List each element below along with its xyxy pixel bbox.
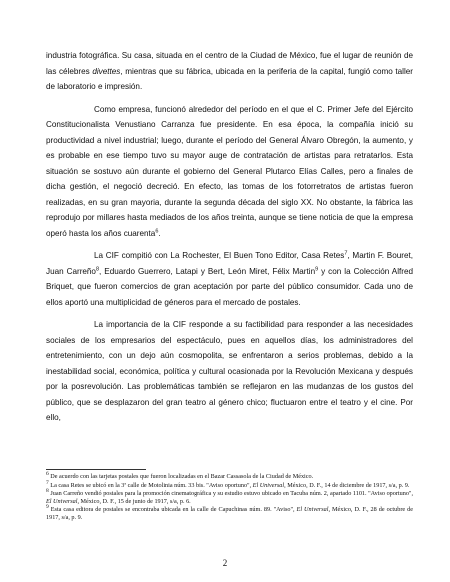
text-segment: , Martin F. Bouret, Juan Carreño	[46, 251, 413, 276]
text-segment: industria fotográfica. Su casa, situada en el centro de la Ciudad de México, fue el lugar de reunión de las célebres	[46, 51, 413, 76]
text-segment: , mientras que su fábrica, ubicada en la periferia de la capital, fungió como taller de laboratorio e impresión.	[46, 66, 413, 91]
text-segment: Como empresa, funcionó alrededor del período en el que el C. Primer Jefe del Ejército Constitucionalista Venustiano Carranza fue presidente. En esa época, la compañía inició su productividad a nivel industrial; luego, durante el período del General Álvaro Obregón, la aumento, y es probable en ese tiempo tuvo su mayor auge de contratación de artistas para retratarlos. Esta situación se sostuvo aún durante el gobierno del General Plutarco Elías Calles, pero a finales de dicha gestión, el negoció decreció. En efecto, las tomas de los fotorretratos de artistas fueron realizadas, en su gran mayoria, durante la segunda década del siglo XX. No obstante, la fábrica las reprodujo por millares hasta mediados de los años treinta, aunque se tiene noticia de que la empresa operó hasta los años cuarenta	[46, 104, 413, 238]
italic-text: divettes	[92, 66, 121, 76]
footnote	[46, 479, 413, 490]
text-segment: , México, D. F., 15 de junio de 1917, s/a, p. 6.	[77, 497, 191, 505]
footnote-reference: 7	[344, 250, 348, 257]
italic-text: El Universal	[252, 481, 285, 489]
text-segment: , México, D. F., 28 de octubre de 1917, s/a, p. 9.	[46, 506, 413, 521]
text-segment: La casa Retes se ubicó en la 3ª calle de Motolinia núm. 33 bis. "Aviso oportuno",	[48, 481, 253, 489]
footnote-number: 7	[46, 479, 49, 486]
italic-text: El Universal	[46, 497, 78, 505]
footnote	[46, 470, 413, 481]
footnote	[46, 490, 413, 505]
footnotes	[46, 470, 413, 523]
text-segment: , Eduardo Guerrero, Latapi y Bert, León Miret, Félix Martin	[99, 266, 316, 276]
text-segment: La CIF compitió con La Rochester, El Buen Tono Editor, Casa Retes	[94, 251, 345, 260]
text-segment: y con la Colección Alfred Briquet, que fueron comercios de gran aceptación por parte del público consumidor. Cada uno de ellos aportó una multiplicidad de géneros para el mercado de postales.	[46, 266, 414, 307]
text-segment: Esta casa editora de postales se encontraba ubicada en la calle de Capuchinas núm. 89. "Aviso",	[48, 506, 297, 514]
paragraph	[46, 248, 413, 310]
text-segment: Juan Carreño vendió postales para la promoción cinematográfica y su estudio estuvo ubicado en Tacuba núm. 2, apartado 1101. "Aviso oportuno",	[48, 490, 413, 498]
paragraph	[46, 317, 413, 426]
text-segment: , México, D. F., 14 de diciembre de 1917, s/a, p. 9.	[284, 481, 410, 489]
footnote-reference: 6	[155, 227, 159, 234]
text-segment: .	[158, 228, 161, 238]
paragraph	[46, 102, 413, 242]
footnote-divider	[46, 469, 146, 470]
italic-text: El Universal	[296, 506, 329, 514]
body-text	[46, 48, 413, 433]
footnote	[46, 506, 413, 521]
text-segment: De acuerdo con las tarjetas postales que fueron localizadas en el Bazar Cassasola de la Ciudad de México.	[48, 473, 314, 480]
footnote-reference: 9	[315, 265, 319, 272]
paragraph	[46, 48, 413, 95]
footnote-number: 6	[46, 470, 49, 477]
page-number: 2	[222, 558, 228, 568]
footnote-number: 8	[46, 488, 49, 495]
footnote-reference: 8	[95, 265, 100, 272]
text-segment: La importancia de la CIF responde a su factibilidad para responder a las necesidades sociales de los empresarios del espectáculo, pues en aquellos días, los administradores del entretenimiento, con un dejo aún cosmopolita, se enfrentaron a serios problemas, debido a la inestabilidad social, económica, política y cultural ocasionada por la Revolución Mexicana y después por la posrevolución. Las problemáticas también se reflejaron en las mudanzas de los gustos del público, que se desplazaron del gran teatro al género chico; fluctuaron entre el teatro y el cine. Por ello,	[46, 320, 413, 422]
footnote-number: 9	[46, 504, 49, 511]
